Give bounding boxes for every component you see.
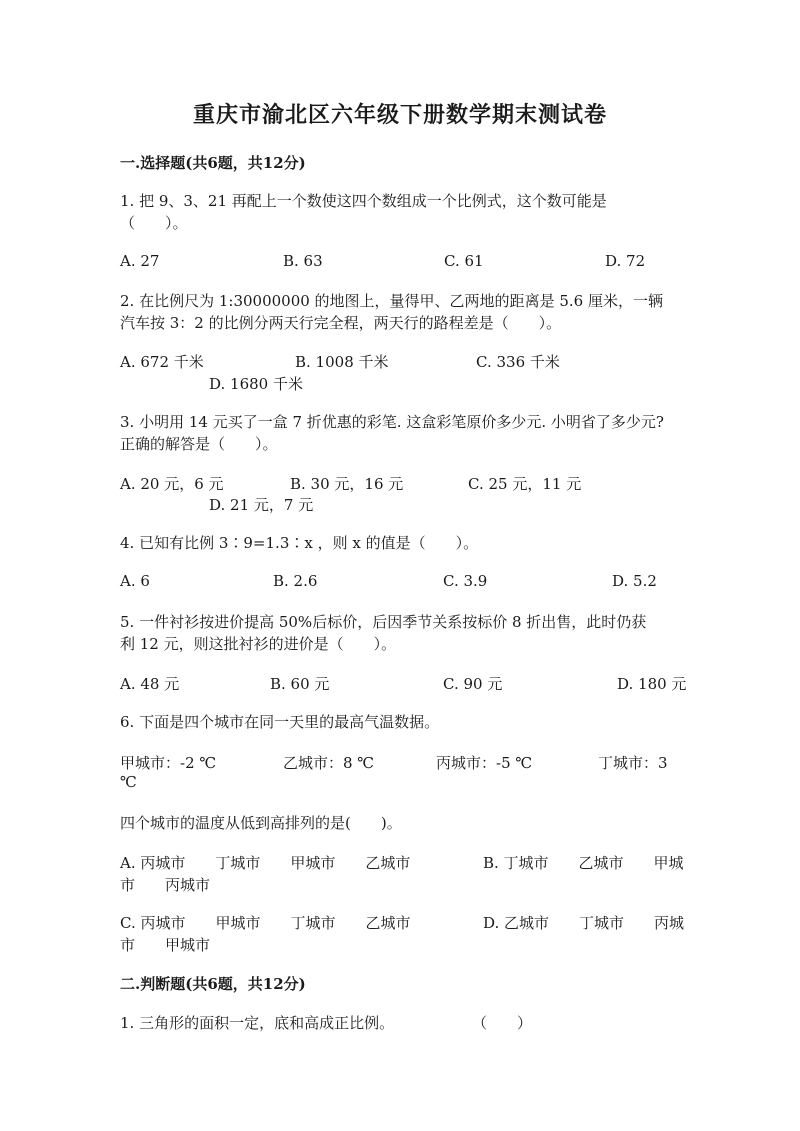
section-heading-choice: 一.选择题(共6题，共12分) bbox=[120, 154, 306, 172]
question-2-option-b: B. 1008 千米 bbox=[295, 353, 389, 371]
temp-city-jia: 甲城市：-2 ℃ bbox=[120, 754, 217, 772]
question-4-option-c: C. 3.9 bbox=[443, 572, 488, 590]
question-5-option-d: D. 180 元 bbox=[617, 675, 687, 693]
question-3-line-1: 3. 小明用 14 元买了一盒 7 折优惠的彩笔. 这盒彩笔原价多少元. 小明省了多少元? bbox=[120, 413, 664, 431]
question-6-option-wrap-1: 市 丙城市 bbox=[120, 876, 211, 894]
question-5-line-2: 利 12 元，则这批衬衫的进价是（ ）。 bbox=[120, 635, 397, 653]
question-2-option-a: A. 672 千米 bbox=[120, 353, 204, 371]
question-6-option-b: B. 丁城市 乙城市 甲城 bbox=[483, 854, 684, 872]
question-4-option-d: D. 5.2 bbox=[612, 572, 657, 590]
question-6-option-d: D. 乙城市 丁城市 丙城 bbox=[483, 914, 685, 932]
question-3-option-d: D. 21 元，7 元 bbox=[209, 496, 314, 514]
question-1-line-1: 1. 把 9、3、21 再配上一个数使这四个数组成一个比例式，这个数可能是 bbox=[120, 192, 607, 210]
temp-city-yi: 乙城市：8 ℃ bbox=[283, 754, 375, 772]
question-4-option-b: B. 2.6 bbox=[273, 572, 318, 590]
question-6-option-a: A. 丙城市 丁城市 甲城市 乙城市 bbox=[120, 854, 411, 872]
temp-city-ding: 丁城市：3 bbox=[598, 754, 668, 772]
section-heading-judge: 二.判断题(共6题，共12分) bbox=[120, 975, 306, 993]
temp-unit-wrap: ℃ bbox=[120, 773, 137, 791]
question-2-option-d: D. 1680 千米 bbox=[209, 375, 303, 393]
question-3-option-a: A. 20 元，6 元 bbox=[120, 475, 224, 493]
judge-1-answer-paren: （ ） bbox=[472, 1014, 533, 1032]
temp-city-bing: 丙城市：-5 ℃ bbox=[436, 754, 533, 772]
question-3-line-2: 正确的解答是（ ）。 bbox=[120, 435, 278, 453]
question-4-option-a: A. 6 bbox=[120, 572, 150, 590]
question-6-option-wrap-2: 市 甲城市 bbox=[120, 936, 211, 954]
question-5-option-b: B. 60 元 bbox=[270, 675, 330, 693]
question-3-option-c: C. 25 元，11 元 bbox=[468, 475, 582, 493]
question-2-line-1: 2. 在比例尺为 1:30000000 的地图上，量得甲、乙两地的距离是 5.6 厘米，一辆 bbox=[120, 292, 663, 310]
question-1-option-d: D. 72 bbox=[605, 252, 646, 270]
question-2-option-c: C. 336 千米 bbox=[476, 353, 560, 371]
question-1-line-2: （ ）。 bbox=[120, 214, 188, 232]
question-3-option-b: B. 30 元，16 元 bbox=[290, 475, 404, 493]
question-1-option-b: B. 63 bbox=[283, 252, 323, 270]
judge-1-text: 1. 三角形的面积一定，底和高成正比例。 bbox=[120, 1014, 395, 1032]
question-1-option-c: C. 61 bbox=[444, 252, 484, 270]
question-5-option-c: C. 90 元 bbox=[443, 675, 503, 693]
question-2-line-2: 汽车按 3：2 的比例分两天行完全程，两天行的路程差是（ ）。 bbox=[120, 314, 562, 332]
page-title: 重庆市渝北区六年级下册数学期末测试卷 bbox=[192, 102, 607, 128]
question-4-line-1: 4. 已知有比例 3∶9=1.3∶x ，则 x 的值是（ ）。 bbox=[120, 534, 479, 552]
question-5-option-a: A. 48 元 bbox=[120, 675, 180, 693]
question-5-line-1: 5. 一件衬衫按进价提高 50%后标价，后因季节关系按标价 8 折出售，此时仍获 bbox=[120, 613, 647, 631]
question-6-line-1: 6. 下面是四个城市在同一天里的最高气温数据。 bbox=[120, 713, 440, 731]
question-6-option-c: C. 丙城市 甲城市 丁城市 乙城市 bbox=[120, 914, 411, 932]
question-6-ask: 四个城市的温度从低到高排列的是( )。 bbox=[120, 814, 402, 832]
question-1-option-a: A. 27 bbox=[120, 252, 160, 270]
